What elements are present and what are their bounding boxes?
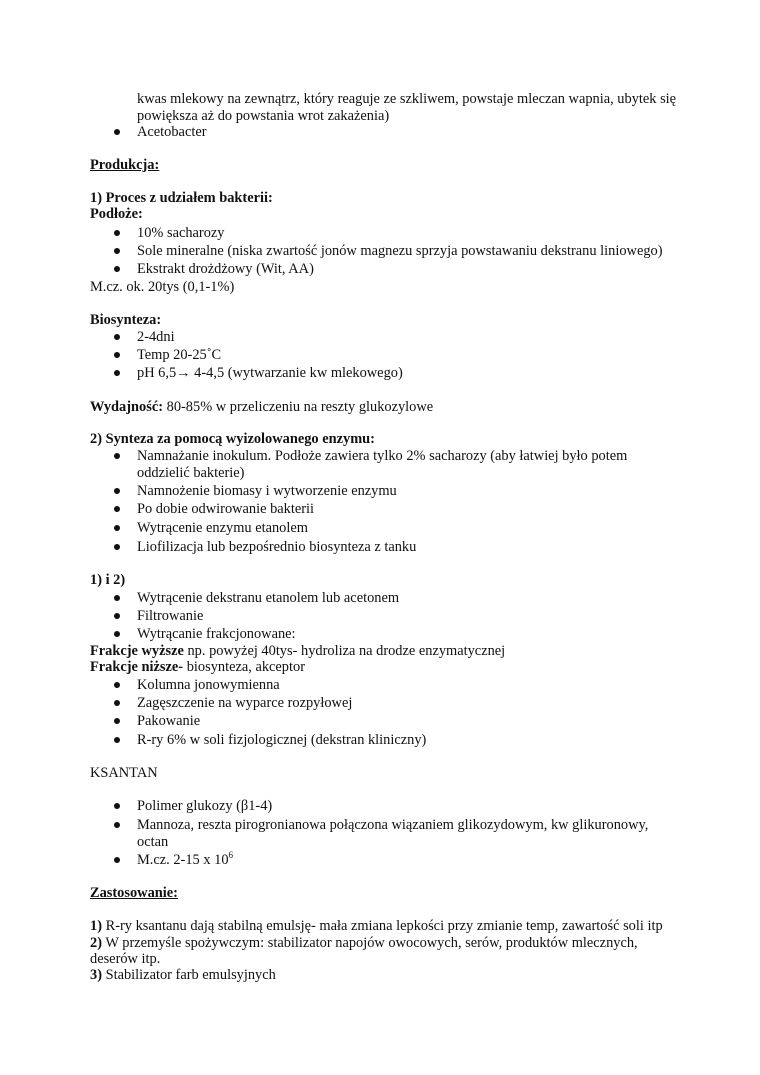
synteza-heading: 2) Synteza za pomocą wyizolowanego enzymu:: [90, 431, 375, 447]
bullet-icon: [114, 544, 120, 550]
intro-line-2: powiększa aż do powstania wrot zakażenia): [137, 108, 390, 124]
zastosowanie-item-3: 3) Stabilizator farb emulsyjnych: [90, 967, 276, 983]
bullet-icon: [114, 506, 120, 512]
list-item: Filtrowanie: [137, 608, 204, 624]
bullet-icon: [114, 631, 120, 637]
bullet-icon: [114, 230, 120, 236]
bullet-icon: [114, 129, 120, 135]
bullet-icon: [114, 266, 120, 272]
list-item-line-2: oddzielić bakterie): [137, 465, 245, 481]
frakcje-wyzsze-line: Frakcje wyższe np. powyżej 40tys- hydroliza na drodze enzymatycznej: [90, 643, 506, 659]
bullet-icon: [114, 803, 120, 809]
bullet-icon: [114, 857, 120, 863]
bullet-icon: [114, 737, 120, 743]
list-item: Wytrącenie dekstranu etanolem lub acetonem: [137, 590, 400, 606]
list-item: M.cz. 2-15 x $10^6$: [137, 850, 234, 868]
list-item: 10% sacharozy: [137, 225, 225, 241]
frakcje-nizsze-line: Frakcje niższe- biosynteza, akceptor: [90, 659, 305, 675]
list-item: Namnożenie biomasy i wytworzenie enzymu: [137, 483, 397, 499]
bullet-icon: [114, 682, 120, 688]
ksantan-heading: KSANTAN: [90, 765, 158, 781]
bullet-icon: [114, 352, 120, 358]
bullet-icon: [114, 718, 120, 724]
list-item-line-1: Mannoza, reszta pirogronianowa połączona wiązaniem glikozydowym, kw glikuronowy,: [137, 817, 649, 833]
list-item: Polimer glukozy (β1-4): [137, 798, 273, 814]
bullet-icon: [114, 488, 120, 494]
list-item: R-ry 6% w soli fizjologicznej (dekstran kliniczny): [137, 732, 427, 748]
list-item: Kolumna jonowymienna: [137, 677, 280, 693]
bullet-icon: [114, 525, 120, 531]
produkcja-heading: Produkcja:: [90, 157, 160, 173]
list-item-acetobacter: Acetobacter: [137, 124, 207, 140]
zastosowanie-item-2-line-1: 2) W przemyśle spożywczym: stabilizator napojów owocowych, serów, produktów mlecznych,: [90, 935, 638, 951]
bullet-icon: [114, 822, 120, 828]
wydajnosc-line: Wydajność: 80-85% w przeliczeniu na reszty glukozylowe: [90, 399, 434, 415]
bullet-icon: [114, 700, 120, 706]
list-item: Ekstrakt drożdżowy (Wit, AA): [137, 261, 314, 277]
list-item-line-2: octan: [137, 834, 169, 850]
zastosowanie-item-1: 1) R-ry ksantanu dają stabilną emulsję- mała zmiana lepkości przy zmianie temp, zawartość soli itp: [90, 918, 663, 934]
list-item-line-1: Namnażanie inokulum. Podłoże zawiera tylko 2% sacharozy (aby łatwiej było potem: [137, 448, 628, 464]
bullet-icon: [114, 370, 120, 376]
list-item: Zagęszczenie na wyparce rozpyłowej: [137, 695, 353, 711]
list-item: 2-4dni: [137, 329, 175, 345]
zastosowanie-heading: Zastosowanie:: [90, 885, 178, 901]
mcz-line: M.cz. ok. 20tys (0,1-1%): [90, 279, 235, 295]
intro-line-1: kwas mlekowy na zewnątrz, który reaguje ze szkliwem, powstaje mleczan wapnia, ubytek się: [137, 91, 677, 107]
bullet-icon: [114, 248, 120, 254]
oba-heading: 1) i 2): [90, 572, 126, 588]
list-item: Wytrącanie frakcjonowane:: [137, 626, 296, 642]
list-item: Sole mineralne (niska zwartość jonów magnezu sprzyja powstawaniu dekstranu liniowego): [137, 243, 663, 259]
zastosowanie-item-2-line-2: deserów itp.: [90, 951, 161, 967]
biosynteza-heading: Biosynteza:: [90, 312, 162, 328]
proces-heading: 1) Proces z udziałem bakterii:: [90, 190, 273, 206]
list-item: Po dobie odwirowanie bakterii: [137, 501, 315, 517]
bullet-icon: [114, 453, 120, 459]
list-item: Temp 20-25˚C: [137, 347, 222, 363]
bullet-icon: [114, 595, 120, 601]
list-item: pH 6,5→ 4-4,5 (wytwarzanie kw mlekowego): [137, 365, 403, 381]
list-item: Pakowanie: [137, 713, 201, 729]
list-item: Wytrącenie enzymu etanolem: [137, 520, 308, 536]
podloze-heading: Podłoże:: [90, 206, 143, 222]
list-item: Liofilizacja lub bezpośrednio biosynteza z tanku: [137, 539, 417, 555]
bullet-icon: [114, 613, 120, 619]
bullet-icon: [114, 334, 120, 340]
